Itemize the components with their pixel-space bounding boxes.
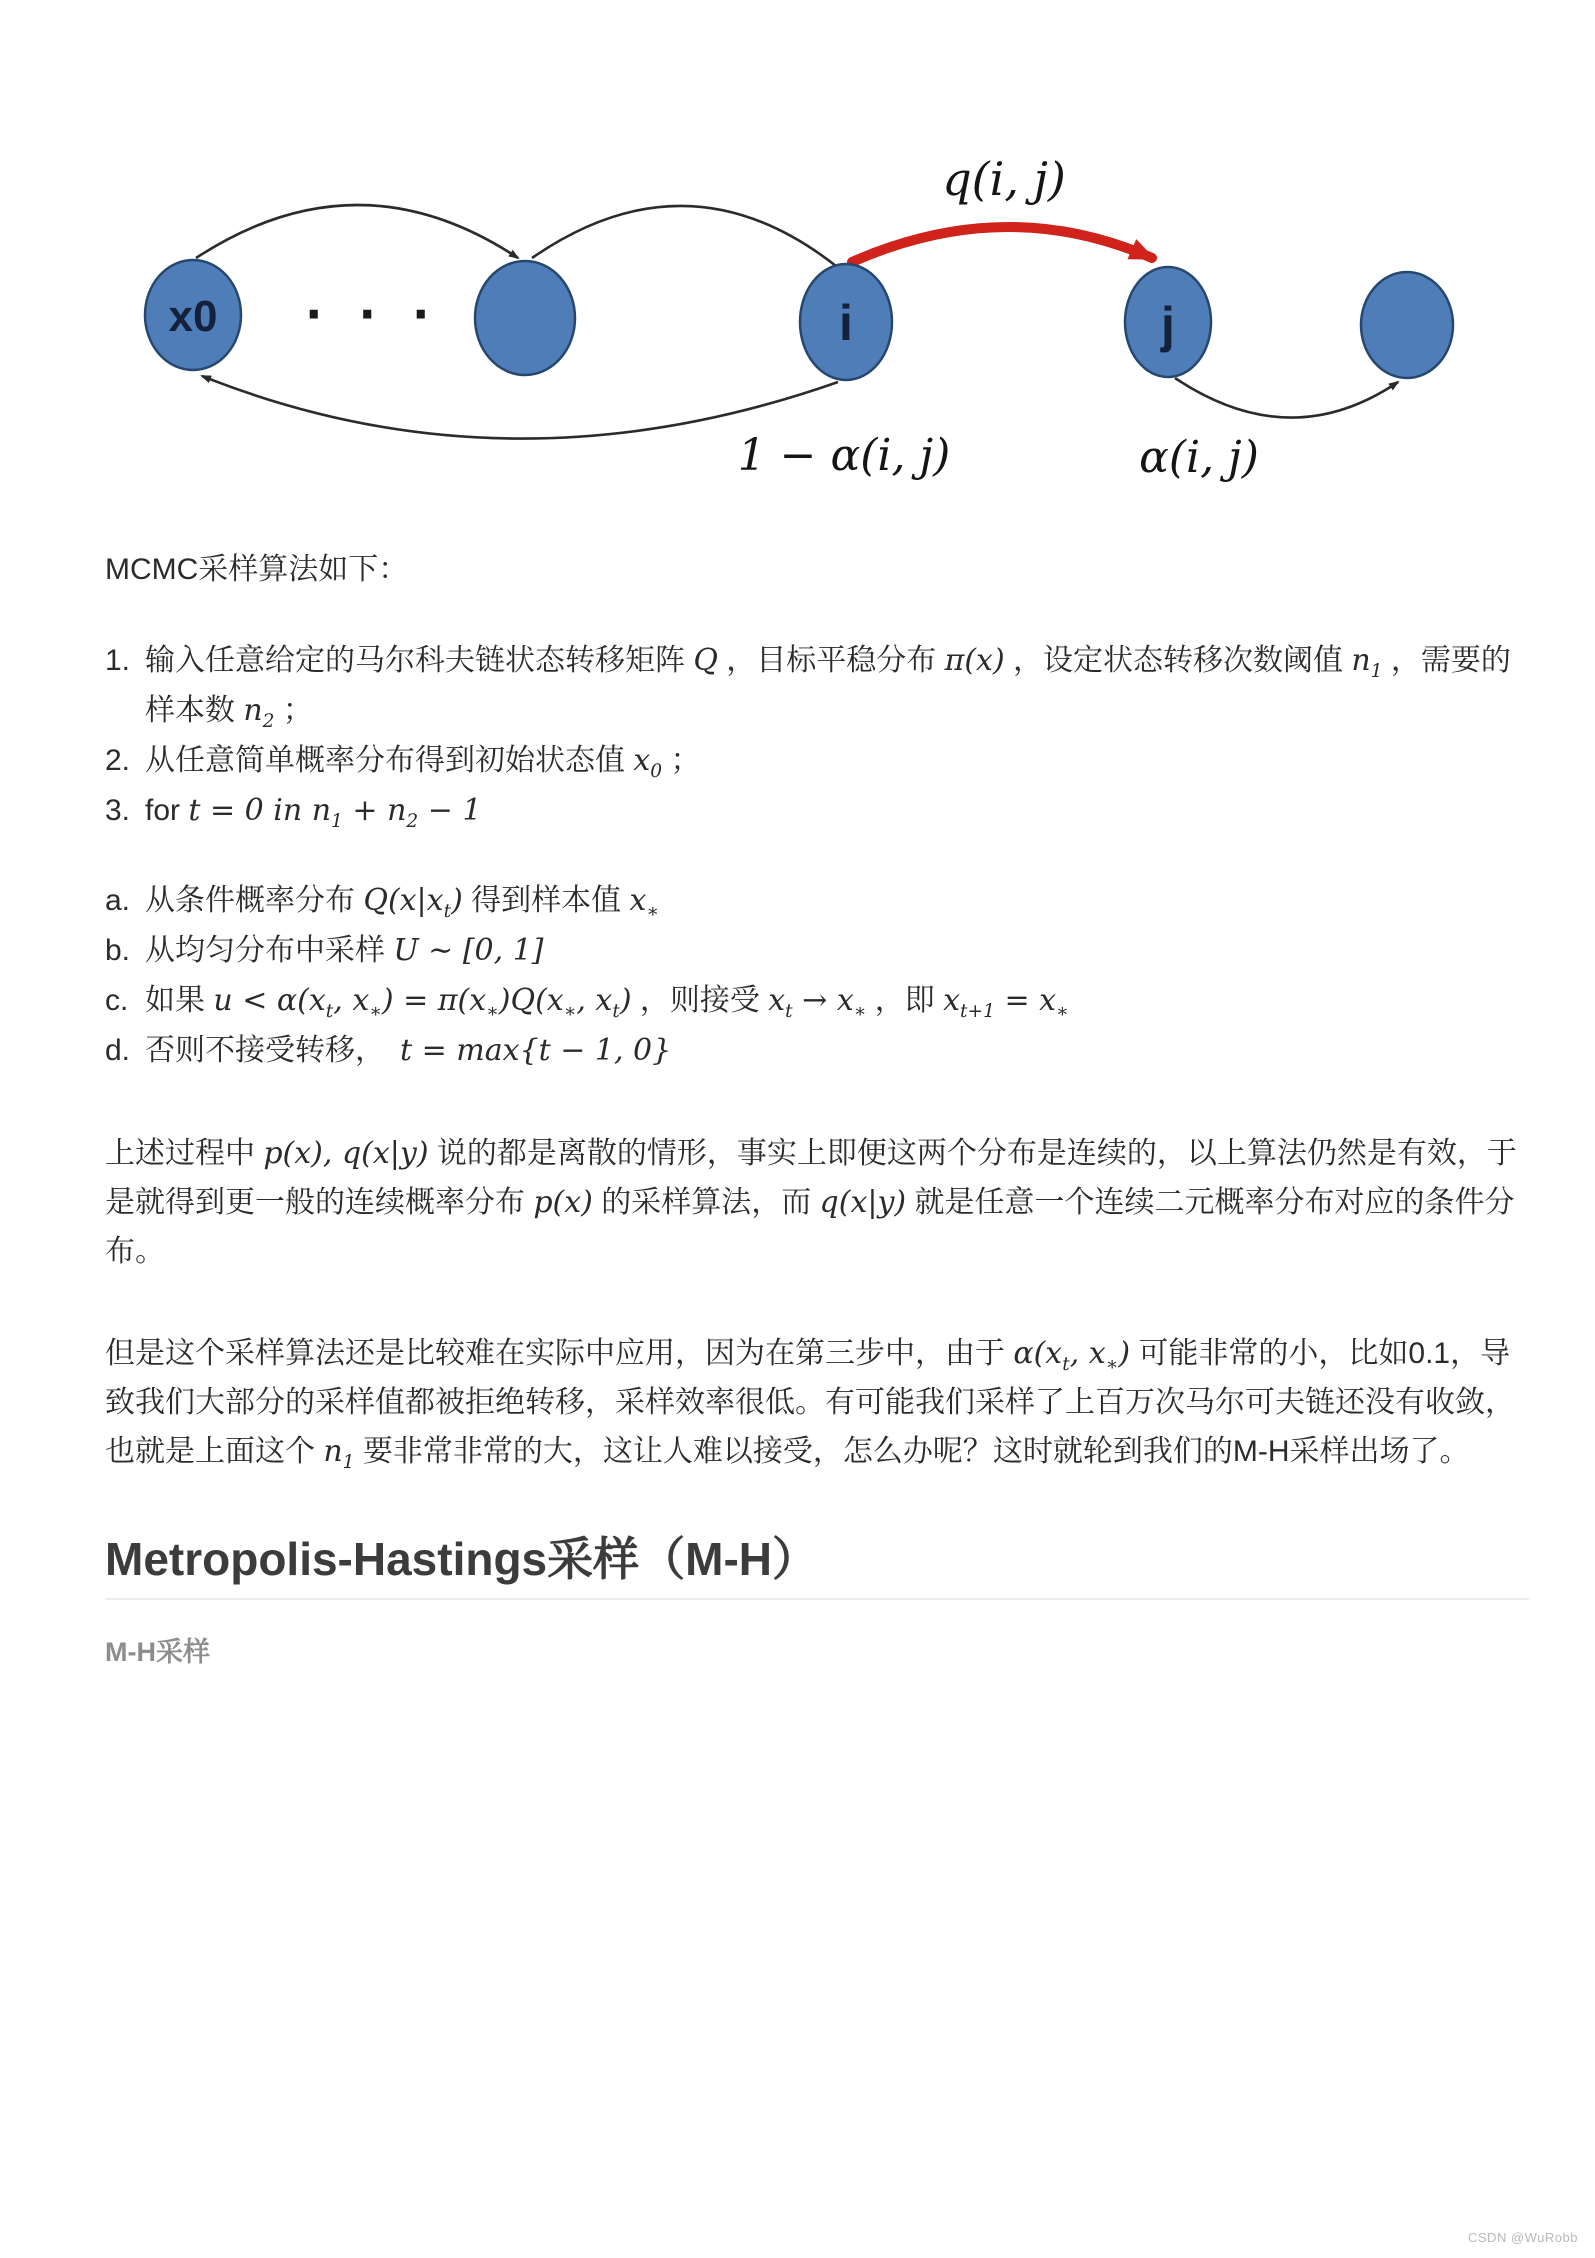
list-item xyxy=(105,786,1529,836)
mcmc-transition-diagram xyxy=(100,90,1500,490)
intro-text: MCMC采样算法如下： xyxy=(105,553,409,586)
label-alpha: α(i, j) xyxy=(1139,432,1259,483)
list-item-text: 输入任意给定的马尔科夫链状态转移矩阵 Q ，目标平稳分布 π(x) ，设定状态转移次数阈值 $n_1$ ，需要的样本数 $n_2$ ； xyxy=(145,643,1511,732)
state-node-last xyxy=(1361,272,1453,378)
list-marker: 2. xyxy=(105,744,131,777)
subheading-mh: M-H采样 xyxy=(105,1637,210,1667)
paragraph: 但是这个采样算法还是比较难在实际中应用，因为在第三步中，由于 $\alpha(x_t$, $x_∗$) 可能非常的小，比如0.1，导致我们大部分的采样值都被拒绝转移，采样效率很低。有可能我们采样了上百万次马尔可夫链还没有收敛，也就是上面这个 $n_1$ 要非常非常的大，这让人难以接受，怎么办呢？这时就轮到我们的M-H采样出场了。 xyxy=(105,1336,1515,1473)
list-marker: 3. xyxy=(105,794,131,827)
node-label-x0: x0 xyxy=(168,292,218,341)
watermark: CSDN @WuRobb xyxy=(1468,2230,1578,2245)
list-item-text: 从任意简单概率分布得到初始状态值 $x_0$ ； xyxy=(145,743,701,782)
list-item xyxy=(105,876,1529,926)
list-item xyxy=(105,926,1529,976)
section-heading: Metropolis-Hastings采样（M-H） xyxy=(105,1532,1529,1600)
list-item xyxy=(105,736,1529,786)
arrow-j-to-next-node xyxy=(1175,378,1398,418)
list-item-text: 从条件概率分布 $Q(x|x_t)$ 得到样本值 $x_∗$ xyxy=(145,883,660,922)
node-label-j: j xyxy=(1161,297,1175,353)
list-marker: a. xyxy=(105,884,131,917)
list-item xyxy=(105,1026,1529,1076)
arrow-x0-to-node2 xyxy=(196,205,518,258)
paragraph: 上述过程中 p(x), q(x|y) 说的都是离散的情形，事实上即便这两个分布是连续的，以上算法仍然是有效，于是就得到更一般的连续概率分布 p(x) 的采样算法，而 q(x|y) 就是任意一个连续二元概率分布对应的条件分布。 xyxy=(105,1136,1517,1268)
node-label-i: i xyxy=(839,295,853,351)
diagram-svg xyxy=(100,90,1500,490)
list-item xyxy=(105,976,1529,1026)
article-content xyxy=(105,545,1529,1677)
list-item-text: 如果 $u < \alpha(x_t$, $x_∗) = \pi(x_∗)Q(x_∗$, $x_t$) ，则接受 $x_t \to x_∗$ ，即 $x_{t+1} = x_∗$ xyxy=(145,983,1069,1022)
label-one-minus-alpha: 1 − α(i, j) xyxy=(737,430,951,481)
list-marker: d. xyxy=(105,1034,131,1067)
state-node-mid xyxy=(475,261,575,375)
list-item-text: for t = 0 in $n_1 + n_2 - 1$ xyxy=(145,793,482,832)
list-marker: c. xyxy=(105,984,129,1017)
list-item-text: 从均匀分布中采样 U ∼ [0, 1] xyxy=(145,933,544,968)
arrow-i-to-j-proposal xyxy=(852,227,1152,262)
list-marker: b. xyxy=(105,934,131,967)
arrow-node2-to-i xyxy=(532,206,836,266)
list-item-text: 否则不接受转移， t = max{t − 1, 0} xyxy=(145,1033,672,1068)
ellipsis-dots: · · · xyxy=(305,287,440,341)
mcmc-substeps-list xyxy=(105,876,1529,1076)
list-item xyxy=(105,636,1529,736)
list-marker: 1. xyxy=(105,644,131,677)
mcmc-steps-list xyxy=(105,636,1529,836)
label-q-i-j: q(i, j) xyxy=(942,152,1066,206)
